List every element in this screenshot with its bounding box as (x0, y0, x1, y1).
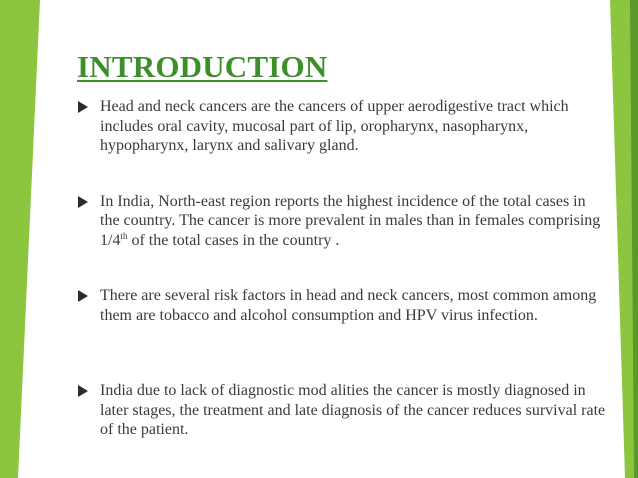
left-accent-light (0, 0, 40, 478)
bullet-text: Head and neck cancers are the cancers of upper aerodigestive tract which includes oral cavity, mucosal part of lip, oropharynx, nasopharynx, hypopharynx, larynx and salivary gland. (100, 98, 569, 154)
bullet-item (78, 381, 608, 440)
bullet-text-before: In India, North-east region reports the highest incidence of the total cases in the country. The cancer is more prevalent in males than in females comprising 1/4 (100, 192, 601, 249)
bullet-text: India due to lack of diagnostic mod alities the cancer is mostly diagnosed in later stages, the treatment and late diagnosis of the cancer reduces survival rate of the patient. (100, 382, 606, 438)
bullet-item (78, 97, 608, 156)
bullet-item (78, 286, 608, 325)
bullet-arrow-icon (78, 101, 88, 113)
left-accent-shape (0, 0, 40, 478)
bullet-arrow-icon (78, 290, 88, 302)
bullet-text-after: of the total cases in the country . (127, 231, 340, 249)
bullet-text: There are several risk factors in head and neck cancers, most common among them are tobacco and alcohol consumption and HPV virus infection. (100, 287, 597, 324)
bullet-superscript: th (120, 230, 128, 241)
bullet-item (78, 192, 608, 251)
bullet-list (78, 97, 608, 440)
bullet-arrow-icon (78, 385, 88, 397)
slide-title: INTRODUCTION (77, 49, 328, 84)
bullet-arrow-icon (78, 196, 88, 208)
